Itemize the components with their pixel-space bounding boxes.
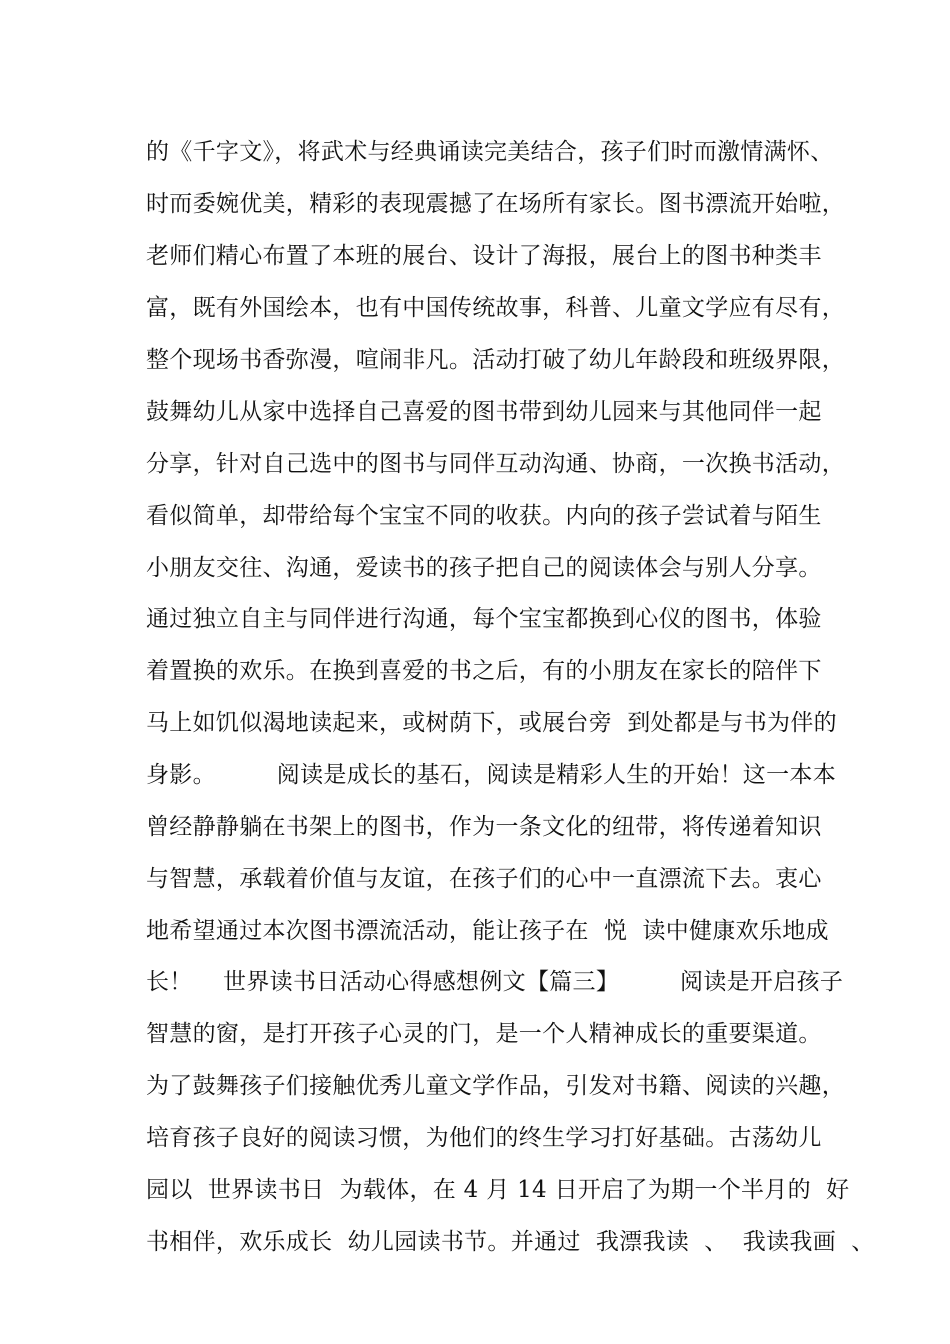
text-line: 鼓舞幼儿从家中选择自己喜爱的图书带到幼儿园来与其他同伴一起 [146,399,822,425]
text-line: 长！ 世界读书日活动心得感想例文【篇三】 阅读是开启孩子 [146,969,844,995]
text-line: 通过独立自主与同伴进行沟通，每个宝宝都换到心仪的图书，体验 [146,606,822,632]
text-line: 老师们精心布置了本班的展台、设计了海报，展台上的图书种类丰 [146,243,822,269]
text-line: 看似简单，却带给每个宝宝不同的收获。内向的孩子尝试着与陌生 [146,503,822,529]
text-line: 着置换的欢乐。在换到喜爱的书之后，有的小朋友在家长的陪伴下 [146,658,822,684]
text-line: 分享，针对自己选中的图书与同伴互动沟通、协商，一次换书活动， [146,451,845,477]
text-line: 培育孩子良好的阅读习惯，为他们的终生学习打好基础。古荡幼儿 [146,1125,822,1151]
text-line: 书相伴，欢乐成长 幼儿园读书节。并通过 我漂我读 、 我读我画 、 [146,1229,875,1255]
text-line: 的《千字文》，将武术与经典诵读完美结合，孩子们时而激情满怀、 [146,139,834,165]
text-line: 整个现场书香弥漫，喧闹非凡。活动打破了幼儿年龄段和班级界限， [146,347,845,373]
text-line: 园以 世界读书日 为载体，在 4 月 14 日开启了为期一个半月的 好 [146,1177,850,1203]
text-line: 智慧的窗，是打开孩子心灵的门，是一个人精神成长的重要渠道。 [146,1021,822,1047]
text-line: 马上如饥似渴地读起来，或树荫下，或展台旁 到处都是与书为伴的 [146,710,837,736]
text-line: 时而委婉优美，精彩的表现震撼了在场所有家长。图书漂流开始啦， [146,191,845,217]
text-line: 与智慧，承载着价值与友谊，在孩子们的心中一直漂流下去。衷心 [146,866,822,892]
text-line: 为了鼓舞孩子们接触优秀儿童文学作品，引发对书籍、阅读的兴趣， [146,1073,845,1099]
text-line: 地希望通过本次图书漂流活动，能让孩子在 悦 读中健康欢乐地成 [146,918,829,944]
text-line: 曾经静静躺在书架上的图书，作为一条文化的纽带，将传递着知识 [146,814,822,840]
text-line: 身影。 阅读是成长的基石，阅读是精彩人生的开始！这一本本 [146,762,836,788]
text-line: 富，既有外国绘本，也有中国传统故事，科普、儿童文学应有尽有， [146,295,845,321]
text-line: 小朋友交往、沟通，爱读书的孩子把自己的阅读体会与别人分享。 [146,555,822,581]
